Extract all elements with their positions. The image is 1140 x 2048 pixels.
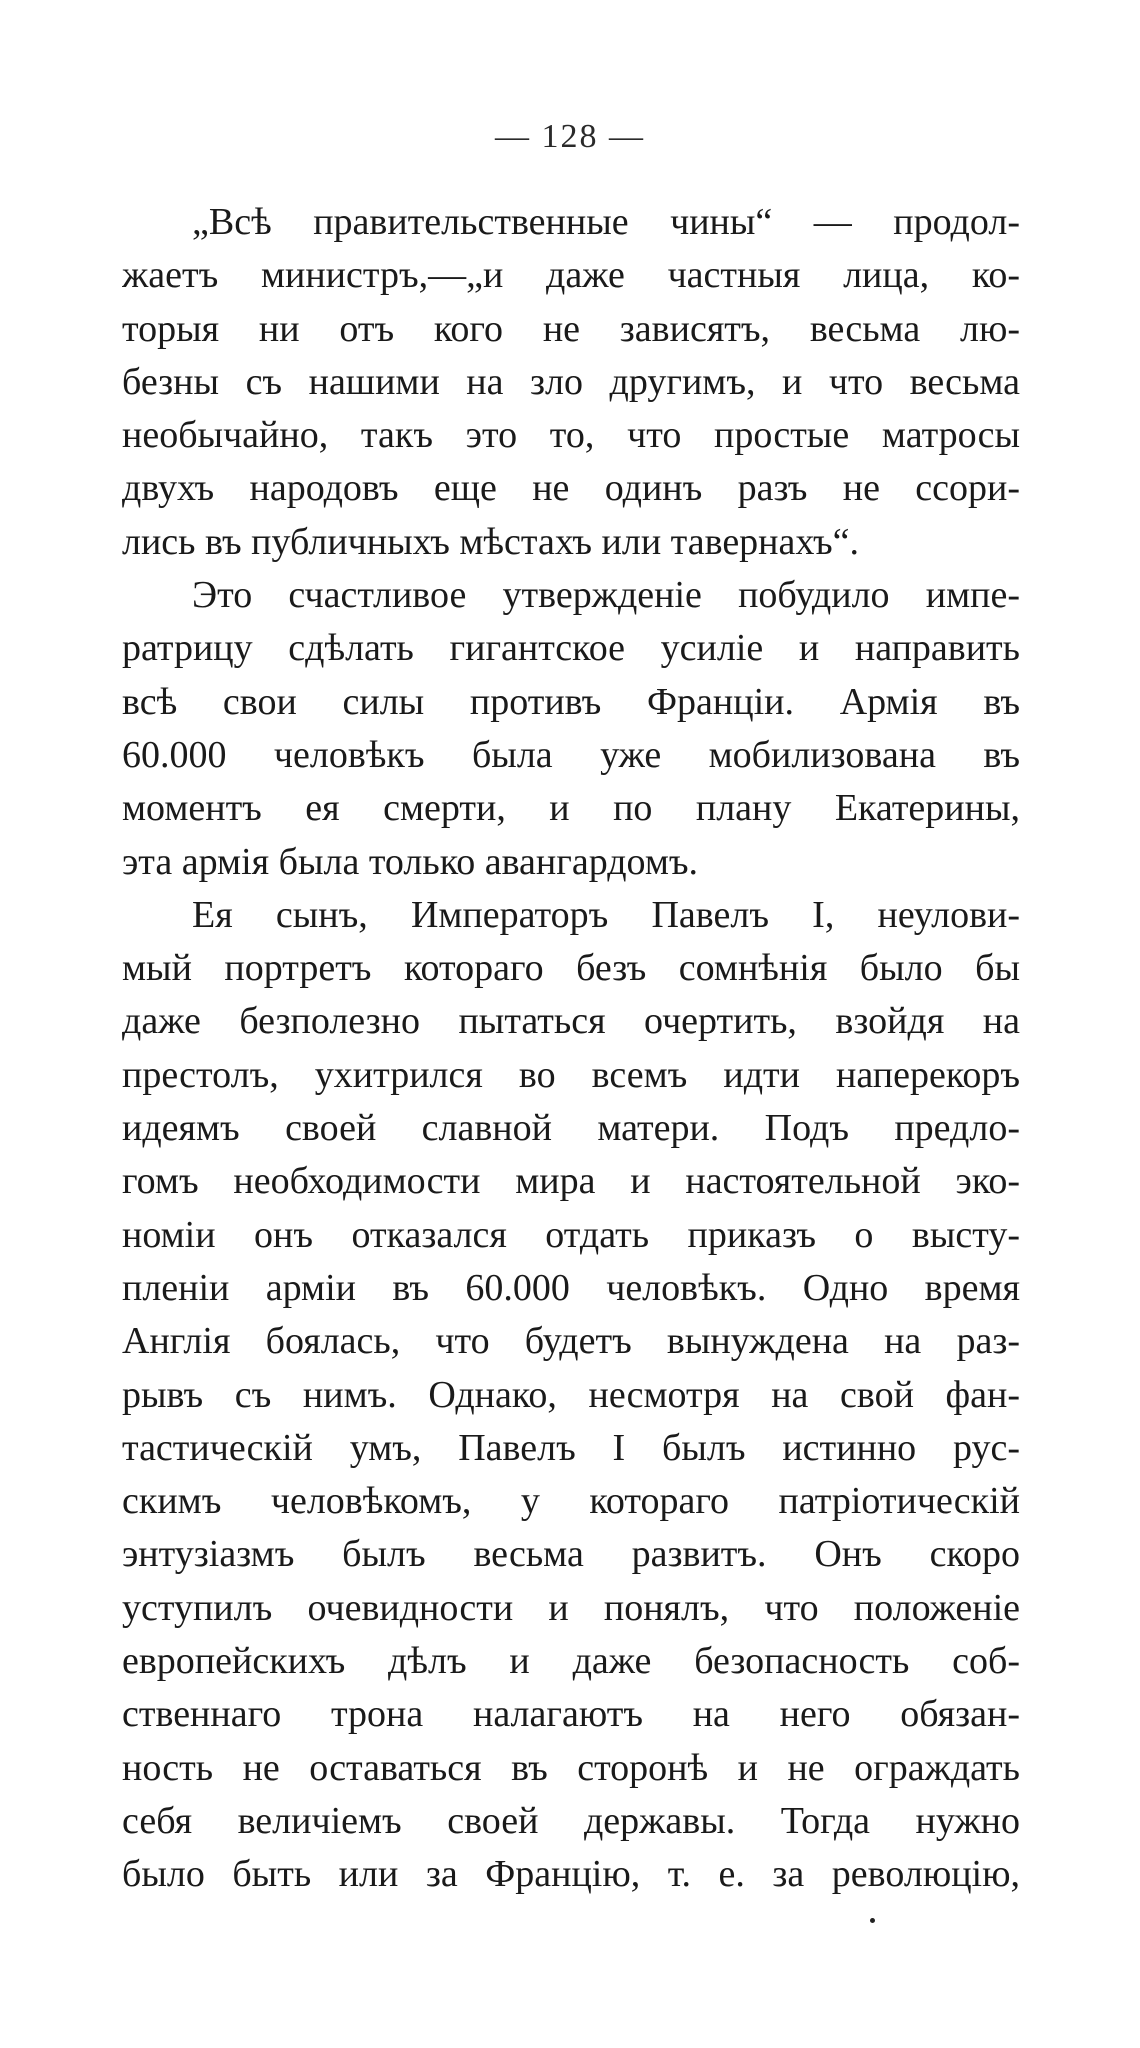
text-line: уступилъ очевидности и понялъ, что положеніе xyxy=(122,1586,1020,1629)
paragraph-2 xyxy=(122,569,1020,889)
text-line: 60.000 человѣкъ была уже мобилизована въ xyxy=(122,733,1020,776)
text-line: моментъ ея смерти, и по плану Екатерины, xyxy=(122,787,1020,830)
text-line: двухъ народовъ еще не одинъ разъ не ссори- xyxy=(122,467,1020,510)
text-line: ратрицу сдѣлать гигантское усиліе и направить xyxy=(122,627,1020,670)
text-line: номіи онъ отказался отдать приказъ о высту- xyxy=(122,1213,1020,1256)
text-line: ственнаго трона налагаютъ на него обязан- xyxy=(122,1693,1020,1736)
text-line: престолъ, ухитрился во всемъ идти наперекоръ xyxy=(122,1053,1020,1096)
page-number: — 128 — xyxy=(495,118,645,155)
text-line: энтузіазмъ былъ весьма развитъ. Онъ скоро xyxy=(122,1533,1020,1576)
text-line: всѣ свои силы противъ Франціи. Армія въ xyxy=(122,680,1020,723)
text-line: лись въ публичныхъ мѣстахъ или тавернахъ“. xyxy=(122,520,859,563)
text-line: европейскихъ дѣлъ и даже безопасность соб- xyxy=(122,1640,1020,1683)
body-text xyxy=(122,196,1020,1902)
text-line: пленіи арміи въ 60.000 человѣкъ. Одно время xyxy=(122,1266,1020,1309)
text-line: Это счастливое утвержденіе побудило импе- xyxy=(192,574,1020,617)
text-line: скимъ человѣкомъ, у котораго патріотическій xyxy=(122,1480,1020,1523)
text-line: „Всѣ правительственные чины“ — продол- xyxy=(192,201,1020,243)
text-line: жаетъ министръ,—„и даже частныя лица, ко- xyxy=(122,254,1020,297)
text-line: идеямъ своей славной матери. Подъ предло- xyxy=(122,1107,1020,1150)
paragraph-3 xyxy=(122,889,1020,1902)
paragraph-1 xyxy=(122,196,1020,569)
text-line: безны съ нашими на зло другимъ, и что весьма xyxy=(122,360,1020,403)
text-line: мый портретъ котораго безъ сомнѣнія было бы xyxy=(122,947,1020,990)
text-line: было быть или за Францію, т. е. за революцію, xyxy=(122,1853,1020,1896)
ink-speck xyxy=(870,1918,875,1923)
text-line: себя величіемъ своей державы. Тогда нужно xyxy=(122,1799,1020,1842)
text-line: даже безполезно пытаться очертить, взойдя на xyxy=(122,1000,1020,1043)
text-line: Англія боялась, что будетъ вынуждена на раз- xyxy=(122,1320,1020,1363)
text-line: Ея сынъ, Императоръ Павелъ I, неулови- xyxy=(192,893,1020,936)
text-line: эта армія была только авангардомъ. xyxy=(122,840,699,883)
text-line: гомъ необходимости мира и настоятельной эко- xyxy=(122,1160,1020,1203)
text-line: тастическій умъ, Павелъ I былъ истинно рус- xyxy=(122,1426,1020,1469)
text-line: необычайно, такъ это то, что простые матросы xyxy=(122,414,1020,457)
text-line: ность не оставаться въ сторонѣ и не ограждать xyxy=(122,1746,1020,1789)
text-line: рывъ съ нимъ. Однако, несмотря на свой фан- xyxy=(122,1373,1020,1416)
text-line: торыя ни отъ кого не зависятъ, весьма лю- xyxy=(122,307,1020,350)
